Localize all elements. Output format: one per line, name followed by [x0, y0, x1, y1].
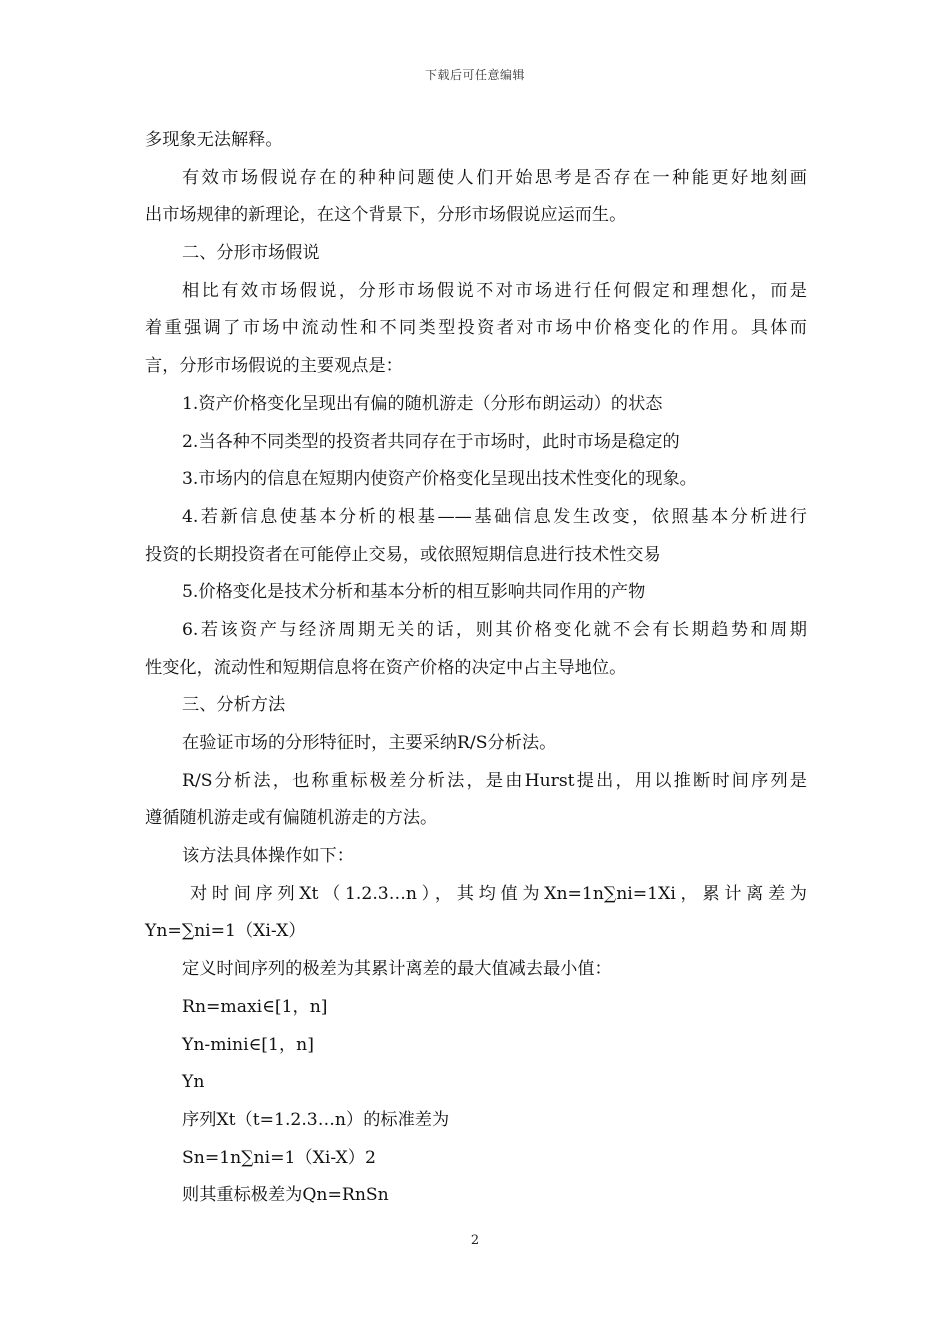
list-item-continuation: 性变化，流动性和短期信息将在资产价格的决定中占主导地位。 [145, 657, 627, 678]
paragraph-line: R/S分析法，也称重标极差分析法，是由Hurst提出，用以推断时间序列是 [182, 770, 807, 791]
list-item-continuation: 投资的长期投资者在可能停止交易，或依照短期信息进行技术性交易 [145, 544, 661, 565]
document-body [145, 122, 807, 1215]
paragraph-line: 着重强调了市场中流动性和不同类型投资者对市场中价格变化的作用。具体而 [145, 318, 807, 339]
paragraph-line: 定义时间序列的极差为其累计离差的最大值减去最小值： [182, 959, 612, 980]
paragraph-line: 言，分形市场假说的主要观点是： [145, 356, 403, 377]
formula-line: Yn=∑ni=1（Xi-X） [145, 921, 306, 942]
formula-line: Yn-mini∈[1，n] [182, 1034, 314, 1055]
formula-line: Yn [182, 1072, 205, 1093]
paragraph-line: 序列Xt（t=1.2.3…n）的标准差为 [182, 1109, 450, 1130]
paragraph-line: 有效市场假说存在的种种问题使人们开始思考是否存在一种能更好地刻画 [182, 167, 807, 188]
section-heading: 二、分形市场假说 [182, 243, 320, 264]
list-item: 1.资产价格变化呈现出有偏的随机游走（分形布朗运动）的状态 [182, 393, 663, 414]
paragraph-line: 相比有效市场假说，分形市场假说不对市场进行任何假定和理想化，而是 [182, 280, 807, 301]
formula-line: 则其重标极差为Qn=RnSn [182, 1185, 389, 1206]
paragraph-line: 遵循随机游走或有偏随机游走的方法。 [145, 808, 438, 829]
list-item: 5.价格变化是技术分析和基本分析的相互影响共同作用的产物 [182, 582, 646, 603]
section-heading: 三、分析方法 [182, 695, 286, 716]
list-item: 6.若该资产与经济周期无关的话，则其价格变化就不会有长期趋势和周期 [182, 619, 807, 640]
page-header: 下载后可任意编辑 [424, 68, 525, 82]
formula-line: Sn=1n∑ni=1（Xi-X）2 [182, 1147, 376, 1168]
paragraph-line: 多现象无法解释。 [145, 130, 283, 150]
list-item: 3.市场内的信息在短期内使资产价格变化呈现出技术性变化的现象。 [182, 469, 697, 490]
formula-line: 对时间序列Xt（1.2.3…n），其均值为Xn=1n∑ni=1Xi，累计离差为 [190, 883, 807, 904]
paragraph-line: 该方法具体操作如下： [182, 846, 354, 867]
list-item: 2.当各种不同类型的投资者共同存在于市场时，此时市场是稳定的 [182, 431, 680, 452]
formula-line: Rn=maxi∈[1，n] [182, 996, 328, 1017]
paragraph-line: 出市场规律的新理论，在这个背景下，分形市场假说应运而生。 [145, 205, 627, 226]
paragraph-line: 在验证市场的分形特征时，主要采纳R/S分析法。 [182, 733, 557, 753]
list-item: 4.若新信息使基本分析的根基——基础信息发生改变，依照基本分析进行 [182, 506, 807, 527]
page-number: 2 [470, 1233, 480, 1248]
